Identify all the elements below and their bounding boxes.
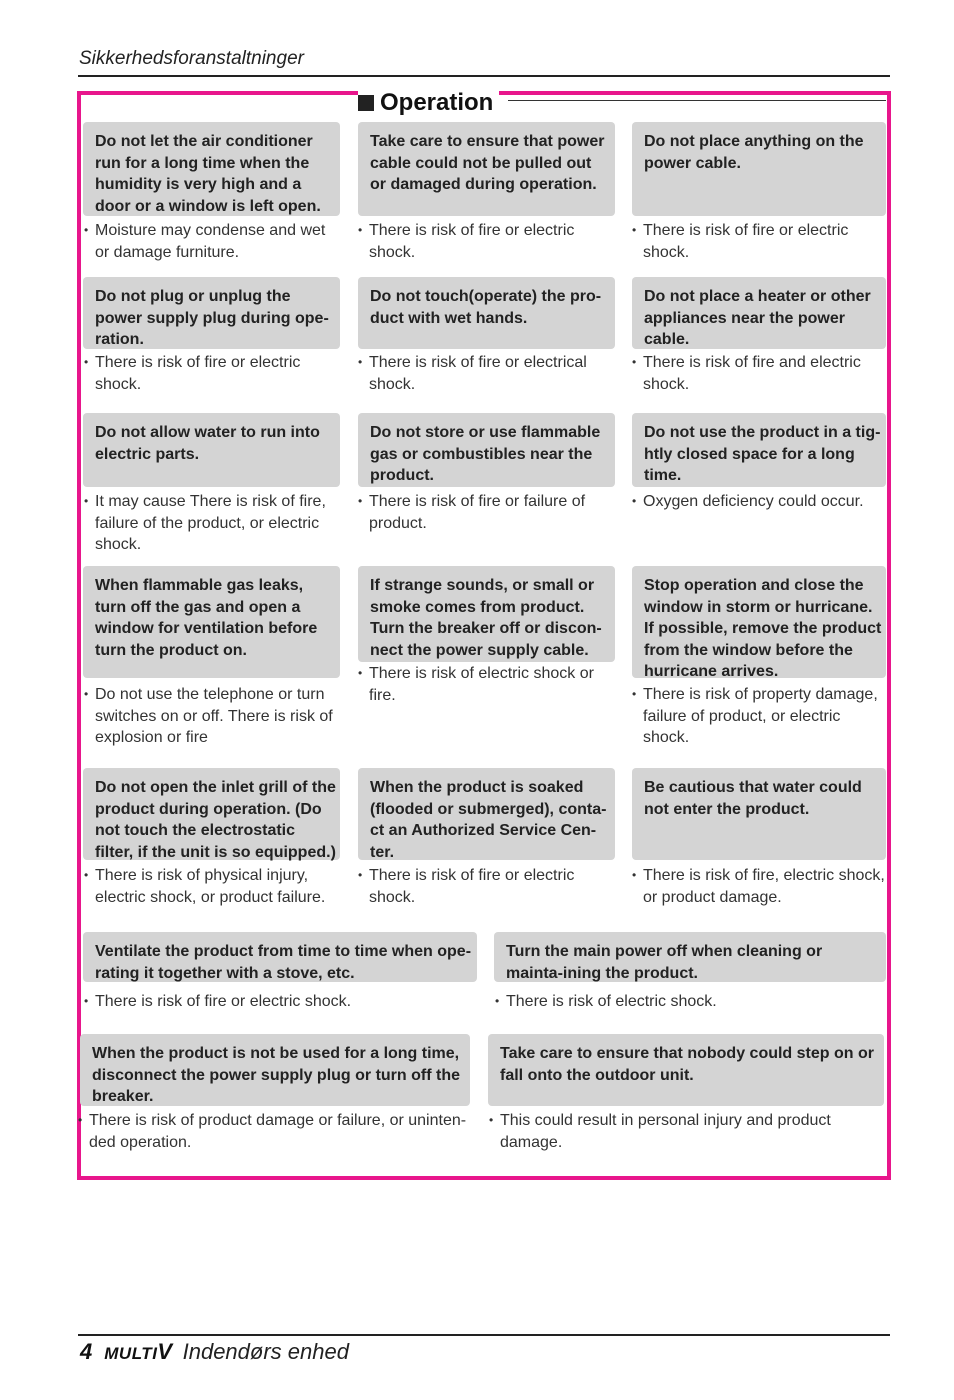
warning-box: Do not place a heater or other appliances near the power cable.	[632, 277, 886, 349]
warning-note: • Oxygen deficiency could occur.	[632, 491, 886, 513]
warning-box: Ventilate the product from time to time when ope-rating it together with a stove, etc.	[83, 932, 477, 982]
warning-box: Do not allow water to run into electric parts.	[83, 413, 340, 487]
warning-note: • There is risk of fire or electric shock.	[632, 220, 886, 263]
warning-box: Take care to ensure that power cable could not be pulled out or damaged during operation.	[358, 122, 615, 216]
warning-note: • There is risk of physical injury, electric shock, or product failure.	[84, 865, 340, 908]
warning-box: If strange sounds, or small or smoke comes from product. Turn the breaker off or discon-nect the power supply cable.	[358, 566, 615, 662]
warning-note: • There is risk of product damage or failure, or uninten-ded operation.	[78, 1110, 472, 1153]
warning-box: Take care to ensure that nobody could step on or fall onto the outdoor unit.	[488, 1034, 884, 1106]
footer-rule	[78, 1334, 890, 1336]
warning-box: Stop operation and close the window in storm or hurricane. If possible, remove the product from the window before the hurricane arrives.	[632, 566, 886, 678]
warning-note: • There is risk of fire and electric shock.	[632, 352, 886, 395]
warning-box: Do not place anything on the power cable.	[632, 122, 886, 216]
warning-box: Do not plug or unplug the power supply plug during ope-ration.	[83, 277, 340, 349]
footer-title: Indendørs enhed	[182, 1339, 349, 1364]
warning-note: • There is risk of fire or electric shock.	[358, 220, 615, 263]
header-rule	[78, 75, 890, 77]
section-heading	[358, 89, 499, 117]
warning-box: Do not use the product in a tig-htly closed space for a long time.	[632, 413, 886, 487]
warning-box: When flammable gas leaks, turn off the gas and open a window for ventilation before turn the product on.	[83, 566, 340, 678]
warning-note: • There is risk of fire or electric shock.	[84, 352, 340, 395]
warning-box: Be cautious that water could not enter the product.	[632, 768, 886, 860]
warning-note: • There is risk of property damage, failure of product, or electric shock.	[632, 684, 886, 749]
warning-note: • Do not use the telephone or turn switches on or off. There is risk of explosion or fire	[84, 684, 340, 749]
warning-box: Do not let the air conditioner run for a long time when the humidity is very high and a door or a window is left open.	[83, 122, 340, 216]
warning-box: Do not touch(operate) the pro-duct with wet hands.	[358, 277, 615, 349]
multi-v-logo: MULTIV	[104, 1339, 173, 1364]
warning-box: When the product is not be used for a long time, disconnect the power supply plug or turn off the breaker.	[80, 1034, 470, 1106]
warning-note: • It may cause There is risk of fire, failure of the product, or electric shock.	[84, 491, 340, 556]
warning-note: • There is risk of fire, electric shock, or product damage.	[632, 865, 886, 908]
warning-box: When the product is soaked (flooded or submerged), conta-ct an Authorized Service Cen-ter.	[358, 768, 615, 860]
warning-box: Do not store or use flammable gas or combustibles near the product.	[358, 413, 615, 487]
running-header: Sikkerhedsforanstaltninger	[79, 48, 304, 69]
warning-note: • This could result in personal injury and product damage.	[489, 1110, 884, 1153]
warning-note: • There is risk of electric shock.	[495, 991, 886, 1013]
warning-box: Turn the main power off when cleaning or mainta-ining the product.	[494, 932, 886, 982]
warning-note: • There is risk of fire or failure of product.	[358, 491, 615, 534]
warning-note: • Moisture may condense and wet or damage furniture.	[84, 220, 340, 263]
page-footer	[80, 1337, 349, 1367]
warning-note: • There is risk of fire or electric shock.	[84, 991, 477, 1013]
warning-note: • There is risk of fire or electric shock.	[358, 865, 615, 908]
page-number: 4	[80, 1339, 93, 1364]
square-bullet-icon	[358, 95, 374, 111]
section-title: Operation	[380, 89, 494, 116]
warning-note: • There is risk of electric shock or fire.	[358, 663, 615, 706]
warning-box: Do not open the inlet grill of the product during operation. (Do not touch the electrostatic filter, if the unit is so equipped.)	[83, 768, 340, 860]
warning-note: • There is risk of fire or electrical shock.	[358, 352, 615, 395]
section-rule	[508, 100, 886, 101]
